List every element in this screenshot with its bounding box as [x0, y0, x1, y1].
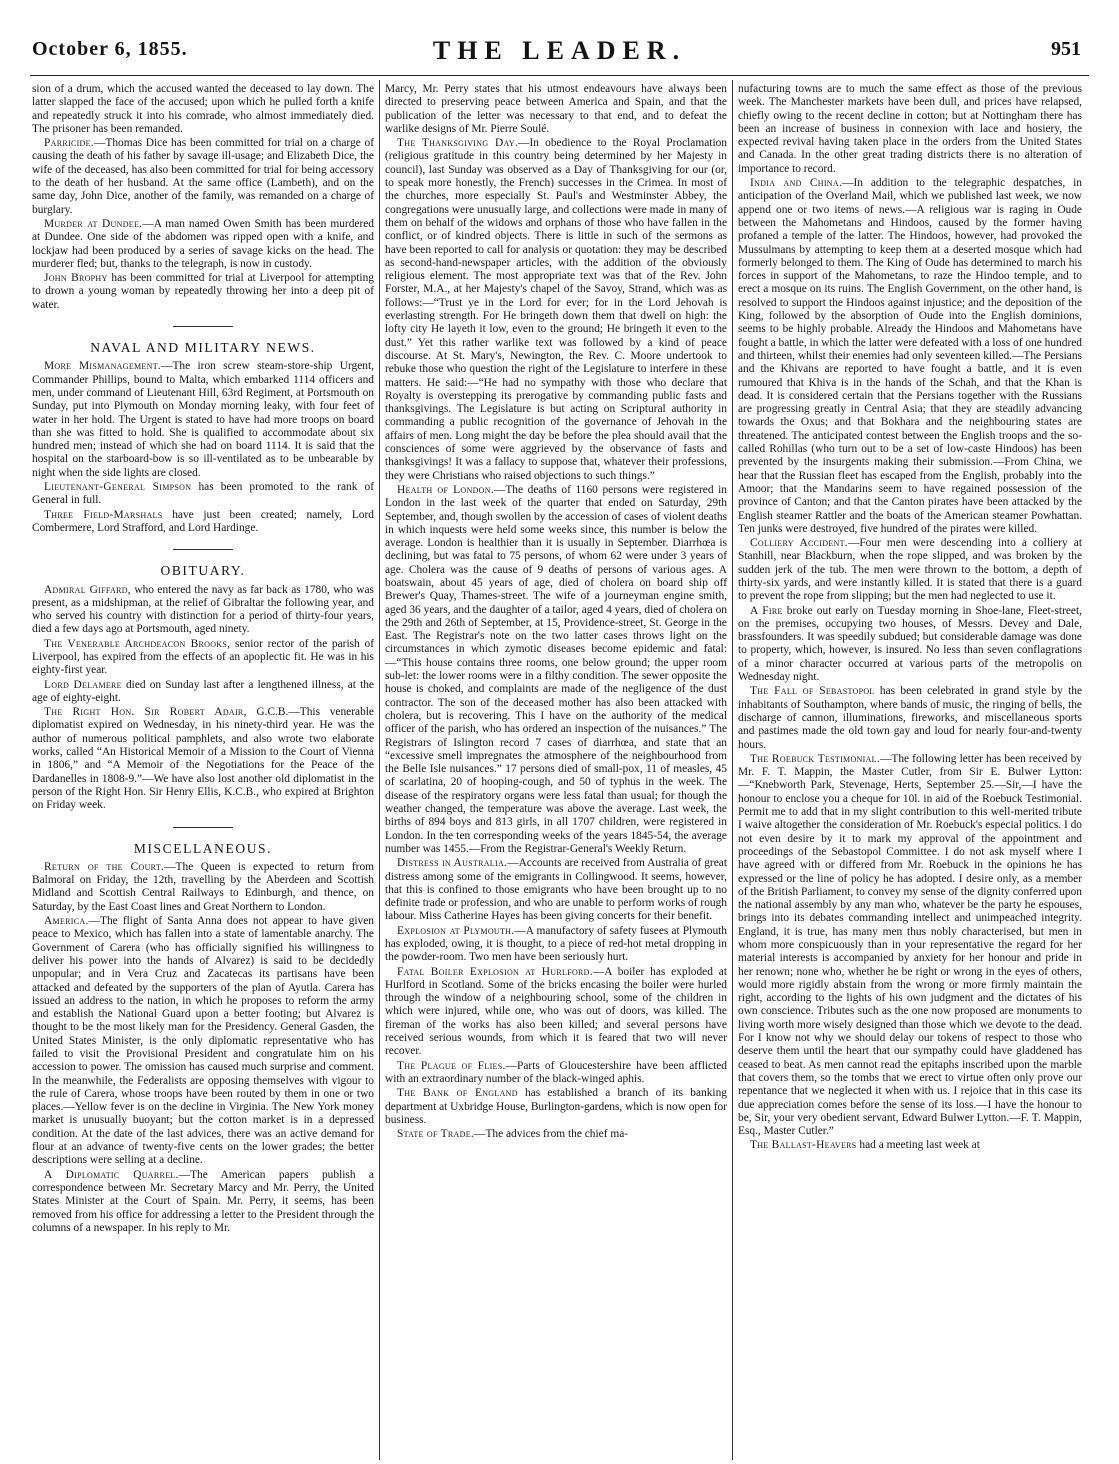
- article-text: broke out early on Tuesday morning in Shoe-lane, Fleet-street, on the premises, occupying two houses, of Messrs. Devey and Dale, brassfounders. It was speedily subdued; but considerable damage was done to property, which, however, is insured. No less than seven conflagrations of a minor character occurred at various parts of the metropolis on Wednesday night.: [738, 604, 1082, 684]
- article-paragraph: [738, 685, 1082, 751]
- article-text: —A man named Owen Smith has been murdered at Dundee. One side of the abdomen was ripped open with a knife, and lockjaw had been produced by a series of savage kicks on the head. The murderer fled; but, thanks to the telegraph, is now in custody.: [32, 217, 374, 270]
- article-paragraph: [385, 484, 727, 856]
- article-head: More Mismanagement.: [44, 360, 162, 373]
- article-paragraph: [738, 1139, 1082, 1152]
- article-text: —The Queen is expected to return from Balmoral on Friday, the 12th, travelling by the Aberdeen and Scottish Midland and Scottish Central Railways to Edinburgh, and thence, on Saturday, by the East Coast lines and Great Northern to London.: [32, 860, 374, 913]
- article-text: —Four men were descending into a colliery at Stanhill, near Blackburn, when the rope slipped, and was broken by the sudden jerk of the tub. The men were thrown to the bottom, a depth of thirty-six yards, and were instantly killed. It is stated that there is a guard to prevent the rope from slipping; but the men had neglected to use it.: [738, 537, 1082, 603]
- article-head: A Diplomatic Quarrel.: [44, 1168, 179, 1181]
- article-text: —Thomas Dice has been committed for trial on a charge of causing the death of his father by savage ill-usage; and Elizabeth Dice, the wife of the deceased, has also been committed for trial for being accessory to the death of her husband. At the same office (Lambeth), and on the same day, John Dice, another of the family, was remanded on a charge of burglary.: [32, 137, 374, 216]
- article-head: Parricide.: [44, 137, 94, 150]
- article-text: has established a branch of its banking department at Uxbridge House, Burlington-gardens, which is now open for business.: [385, 1087, 727, 1126]
- article-text: have just been created; namely, Lord Combermere, Lord Strafford, and Lord Hardinge.: [32, 508, 374, 534]
- article-head: Three Field-Marshals: [44, 508, 163, 521]
- article-text: —Accounts are received from Australia of great distress among some of the emigrants in Collingwood. It seems, however, that this is confined to those emigrants who have been brought up to no definite trade or profession, and who are unable to perform works of rough labour. Miss Catherine Hayes has been giving concerts for their benefit.: [385, 857, 727, 923]
- article-paragraph: [32, 679, 374, 706]
- article-paragraph: [738, 753, 1082, 1139]
- article-paragraph: [32, 218, 374, 271]
- article-head: The Thanksgiving Day.: [397, 137, 519, 150]
- column-divider: [732, 80, 733, 1460]
- article-paragraph: Marcy, Mr. Perry states that his utmost endeavours have always been directed to preserving peace between America and Spain, and that the publication of the letter was necessary to that end, and to defeat the warlike designs of Mr. Pierre Soulé.: [385, 83, 727, 135]
- article-paragraph: [32, 706, 374, 812]
- article-head: The Roebuck Testimonial.: [750, 752, 880, 765]
- article-text: had a meeting last week at: [856, 1139, 980, 1152]
- section-heading: NAVAL AND MILITARY NEWS.: [90, 340, 316, 356]
- article-head: A Fire: [750, 604, 783, 617]
- article-paragraph: [32, 509, 374, 536]
- article-text: has been committed for trial at Liverpool for attempting to drown a young woman by repeatedly throwing her into a deep pit of water.: [32, 272, 374, 311]
- article-list: [32, 584, 374, 813]
- article-head: America.: [44, 915, 89, 928]
- column-2: [385, 83, 727, 1453]
- article-paragraph: [385, 925, 727, 965]
- article-text: —The following letter has been received by Mr. F. T. Mappin, the Master Cutler, from Sir E. Bulwer Lytton:—“Knebworth Park, Stevenage, Herts, September 25.—Sir,—I have the honour to enclose you a cheque for 10l. in aid of the Roebuck Testimonial. Permit me to add that in my slight contribution to this well-merited tribute I waive altogether the consideration of Mr. Roebuck's especial politics. I do not even desire by it to mark my approval of the appointment and proceedings of the Sebastopol Committee. I do not ask myself where I have agreed with or differed from Mr. Roebuck in the opinions he has expressed or the line of policy he has adopted. I desire only, as a member of the British Parliament, to convey my sense of the dignity conferred upon the national assembly by any man who, whatever be the party he espouses, brings into its debates commanding intellect and unimpeached integrity. England, it is true, has many men thus nobly characterised, but men in whom more conspicuously than in your representative the regard for her material interests is accompanied by anxiety for her honour and pride in her renown; none who, whether he be right or wrong in the eyes of others, would more rigidly abstain from the wrong or more firmly maintain the right, according to the lights of his own judgment and the dictates of his own conscience. Tributes such as the one now proposed are monuments to living worth more wisely designed than those which we devote to the dead. For I know not why we should delay our tokens of respect to those who deserve them until the heart that our sympathy could have gladdened has ceased to beat. As men cannot read the epitaphs inscribed upon the marble that covers them, so the tombs that we erect to virtue often only prove our repentance that we neglected it when with us. I rejoice that in this case its due appreciation comes before the sense of its loss.—I have the honour to be, Sir, your very obedient servant, Edward Bulwer Lytton.—F. T. Mappin, Esq., Master Cutler.”: [738, 752, 1082, 1138]
- article-text: G.C.B.—This venerable diplomatist expired on Wednesday, in his ninety-third year. He was the author of numerous political pamphlets, and also wrote two elaborate works, called “An Historical Memoir of a Mission to the Court of Vienna in 1806,” and “A Memoir of the Negotiations for the Peace of the Dardanelles in 1808-9.”—We have also lost another old diplomatist in the person of the Right Hon. Sir Henry Ellis, K.C.B., who expired at Brighton on Friday week.: [32, 706, 374, 812]
- article-head: State of Trade.: [397, 1128, 475, 1141]
- article-head: The Bank of England: [397, 1087, 518, 1100]
- article-paragraph: [32, 137, 374, 217]
- article-text: died on Sunday last after a lengthened illness, at the age of eighty-eight.: [32, 678, 374, 704]
- article-paragraph: [738, 605, 1082, 685]
- article-text: —Parts of Gloucestershire have been afflicted with an extraordinary number of the black-winged aphis.: [385, 1059, 727, 1085]
- article-paragraph: [385, 857, 727, 923]
- article-text: —The advices from the chief ma-: [474, 1128, 629, 1141]
- column-1: [32, 83, 374, 1453]
- article-paragraph: [385, 1060, 727, 1087]
- article-text: senior rector of the parish of Liverpool, has expired from the effects of an apoplectic fit. He was in his eighty-first year.: [32, 637, 374, 677]
- article-paragraph: [385, 966, 727, 1059]
- article-paragraph: [32, 272, 374, 312]
- article-head: Lord Delamere: [44, 678, 122, 691]
- article-paragraph: [738, 537, 1082, 603]
- page-number: 951: [1051, 38, 1081, 60]
- article-text: —The American papers publish a correspondence between Mr. Secretary Marcy and Mr. Perry, the United States Minister at the Court of Spain. Mr. Perry, it seems, has been removed from his office for addressing a letter to the President through the columns of a newspaper. In his reply to Mr.: [32, 1168, 374, 1234]
- article-text: who entered the navy as far back as 1780, who was present, as a midshipman, at the relief of Gibraltar the following year, and who served his country with distinction for a period of thirty-four years, died a few days ago at Portsmouth, aged ninety.: [32, 583, 374, 636]
- article-head: Admiral Giffard,: [44, 583, 131, 596]
- article-head: The Right Hon. Sir Robert Adair,: [44, 706, 247, 719]
- article-paragraph: [385, 137, 727, 483]
- article-text: —A boiler has exploded at Hurlford in Scotland. Some of the bricks encasing the boiler were hurled through the window of a neighbouring school, some of the children in which were injured, while one, who was out of doors, was killed. The fireman of the works has also been killed; and several persons have received serious wounds, from which it is feared that two will never recover.: [385, 965, 727, 1058]
- article-head: The Fall of Sebastopol: [750, 685, 875, 698]
- article-head: India and China.: [750, 177, 843, 190]
- article-list: [32, 137, 374, 312]
- article-list: [738, 177, 1082, 1153]
- article-list: [32, 861, 374, 1235]
- section-rule: [173, 326, 233, 327]
- article-text: —A manufactory of safety fusees at Plymouth has exploded, owing, it is thought, to a piece of red-hot metal dropping in the powder-room. Two men have been seriously hurt.: [385, 924, 727, 964]
- article-head: Distress in Australia.: [397, 857, 508, 870]
- article-head: The Plague of Flies.: [397, 1059, 506, 1072]
- article-head: Fatal Boiler Explosion at Hurlford.: [397, 965, 593, 978]
- article-paragraph: [385, 1087, 727, 1127]
- article-head: Colliery Accident.: [750, 537, 848, 550]
- article-paragraph: [32, 481, 374, 508]
- article-head: The Venerable Archdeacon Brooks,: [44, 637, 231, 650]
- article-paragraph: [32, 584, 374, 637]
- section-heading: MISCELLANEOUS.: [133, 840, 273, 856]
- article-head: Explosion at Plymouth.: [397, 924, 515, 937]
- article-head: Lieutenant-General Simpson: [44, 481, 192, 494]
- newspaper-title: THE LEADER.: [432, 36, 687, 65]
- issue-date: October 6, 1855.: [32, 38, 188, 60]
- article-head: Health of London.: [397, 483, 494, 496]
- article-text: —The iron screw steam-store-ship Urgent, Commander Phillips, bound to Malta, which embarked 1114 officers and men, under command of Lieutenant Hill, 63rd Regiment, at Portsmouth on Sunday, put into Plymouth on Monday morning leaky, with four feet of water in her hold. The Urgent is stated to have had more troops on board than she was fitted to hold. She is qualified to accommodate about six hundred men; instead of which she had on board 1114. It is said that the hospital on the starboard-bow is so ill-ventilated as to be unbearable by night when the side lights are closed.: [32, 360, 374, 479]
- article-list: [32, 360, 374, 535]
- article-paragraph: [738, 177, 1082, 536]
- article-head: Return of the Court.: [44, 860, 165, 873]
- article-paragraph: nufacturing towns are to much the same effect as those of the previous week. The Manchester markets have been dull, and prices have relapsed, chiefly owing to the recent decline in cotton; but at Nottingham there has been an increase of business in connexion with lace and hosiery, the expected revival having taken place in the orders from the United States and Canada. In the other great trading districts there is no alteration of importance to record.: [738, 83, 1082, 175]
- article-text: —The deaths of 1160 persons were registered in London in the last week of the quarter that ended on Saturday, 29th September, and, though swollen by the accession of cases of violent deaths in which inquests were held some weeks since, this number is below the average. London is healthier than it is usually in September. Diarrhœa is declining, but was fatal to 75 persons, of whom 62 were under 3 years of age. Cholera was the cause of 9 deaths of persons of various ages. A boatswain, about 45 years of age, died of cholera on board ship off Brewer's Quay, Thames-street. The wife of a journeyman engine smith, aged 36 years, and the daughter of a tailor, aged 4 years, died of cholera on the 29th and 26th of September, at 15, Providence-street, St. George in the East. The Registrar's note on the two latter cases throws light on the circumstances in which zymotic diseases become epidemic and fatal:—“This house contains three rooms, one below ground; the upper room sub-let: the lower rooms were in a filthy condition. The sewer opposite the house is choked, and complaints are made of the negligence of the dust contractor. The son of the deceased mother has also been attacked with cholera, but is recovering. This I have on the authority of the medical officer of the parish, who has ordered an inspection of the nuisances.” The Registrars of Islington record 7 cases of diarrhœa, and state that an “excessive smell impregnates the atmosphere of the neighbourhood from the Belle Isle nuisances.” 17 persons died of small-pox, 11 of measles, 45 of scarlatina, 20 of hooping-cough, and 50 of typhus in the week. The disease of the respiratory organs were less fatal than usual; for though the weather changed, the temperature was above the average. Last week, the births of 894 boys and 813 girls, in all 1707 children, were registered in London. In the ten corresponding weeks of the years 1845-54, the average number was 1455.—From the Registrar-General's Weekly Return.: [385, 483, 727, 855]
- article-text: has been celebrated in grand style by the inhabitants of Southampton, where bands of music, the ringing of bells, the discharge of cannon, illuminations, fireworks, and miscellaneous sports and pastimes made the old town gay and loud for nearly four-and-twenty hours.: [738, 685, 1082, 751]
- article-head: The Ballast-Heavers: [750, 1139, 857, 1152]
- article-paragraph: [32, 360, 374, 480]
- column-divider: [379, 80, 380, 1460]
- section-heading: OBITUARY.: [160, 563, 246, 579]
- article-paragraph: sion of a drum, which the accused wanted the deceased to lay down. The latter slapped the face of the accused; upon which he pulled forth a knife and repeatedly struck it into his comrade, who almost immediately died. The prisoner has been remanded.: [32, 83, 374, 135]
- article-text: —In obedience to the Royal Proclamation (religious gratitude in this country being determined by her Majesty in council), last Sunday was observed as a Day of Thanksgiving for our (or, to speak more honestly, the French) successes in the Crimea. In most of the churches, more especially St. Paul's and Westminster Abbey, the congregations were unusually large, and collections were made in many of them on behalf of the widows and orphans of those who have fallen in the conflict, or of kindred objects. There is little in such of the sermons as have been reported to call for analysis or quotation: they may be described as second-hand-newspaper articles, with the addition of the obviously religious element. The most appropriate text was that of the Rev. John Forster, M.A., at her Majesty's chapel of the Savoy, Strand, which was as follows:—“Trust ye in the Lord for ever; for in the Lord Jehovah is everlasting strength. For He bringeth down them that dwell on high: the lofty city He layeth it low, even to the ground; He bringeth it even to the dust.” Yet this rather warlike text was followed by a kind of peace discourse. At St. Mary's, Newington, the Rev. C. Moore undertook to rebuke those who question the right of the Legislature to interfere in these matters. He said:—“He had no sympathy with those who declare that Royalty is overstepping its prerogative by commanding public fasts and thanksgivings. The Legislature is but acting on Scriptural authority in commanding a public recognition of the governance of Jehovah in the affairs of men. Long might the day be before the plea should avail that the consciences of some were aggrieved by the observance of fasts and thanksgivings! It was a fallacy to suppose that, whatever their professions, they were Christians who raised objections to such things.”: [385, 137, 727, 482]
- section-rule: [173, 827, 233, 828]
- article-paragraph: [32, 1169, 374, 1235]
- article-text: —The flight of Santa Anna does not appear to have given peace to Mexico, which has fallen into a state of lamentable anarchy. The Government of Carera (who has officially signified his willingness to deliver his power into the hands of Alvarez) is said to be decidedly unpopular; and in Vera Cruz and Zacatecas its partisans have been attacked and defeated by the supporters of the plan of Ayutla. Carera has issued an address to the nation, in which he proposes to reform the army and establish the National Guard upon a better footing; but Alvarez is thought to be the most likely man for the Presidency. General Gasden, the United States Minister, is the only diplomatic representative who has failed to visit the Provisional President and congratulate him on his accession to power. The omission has caused much surprise and comment. In the meanwhile, the Federalists are opposing themselves with vigour to the rule of Carera, whose troops have been routed by them in one or two places.—Yellow fever is on the decline in Virginia. The New York money market is unusually buoyant; but the cotton market is in a depressed condition. At the date of the last advices, there was an active demand for flour at an advance of twenty-five cents on the lower grades; the better descriptions were selling at a decline.: [32, 915, 374, 1167]
- article-text: —In addition to the telegraphic despatches, in anticipation of the Overland Mail, which we published last week, we now append one or two items of news.—A religious war is raging in Oude between the Mahometans and Hindoos, caused by the former having profaned a temple of the latter. The Hindoos, however, had provoked the Mussulmans by attempting to keep them at a deserted mosque which had formerly belonged to them. The King of Oude has determined to march his forces in support of the Mahometans, to raze the Hindoo temple, and to erect a mosque on its ruins. The English Government, on the other hand, is resolved to support the Hindoos against injustice; and the deposition of the King, followed by the absorption of Oude into the English dominions, seems to be highly probable. Already the Hindoos and Mahometans have fought a battle, in which the latter were defeated with a loss of one hundred and thirteen, whilst their enemies had only seventeen killed.—The Persians and the Khivans are reported to have fought a battle, and it is even rumoured that Khiva is in the hands of the Schah, and that the Khan is dead. It is considered certain that the Persians together with the Russians are progressing greatly in Central Asia; that they are steadily advancing towards the Oxus; and that Bokhara and the neighbouring states are threatened. The anticipated contest between the English troops and the so-called Rohillas (who turn out to be a set of low-caste Hindoos) has been prevented by the insurgents making their submission.—From China, we hear that the Russian fleet has escaped from the English, probably into the Amoor; that the Mandarins seem to have regained possession of the province of Canton; and that the Canton pirates have been attacked by the English steamer Rattler and the boats of the American steamer Powhattan. Ten junks were destroyed, five hundred of the pirates were killed.: [738, 177, 1082, 535]
- masthead-rule: [30, 75, 1089, 76]
- article-head: John Brophy: [44, 272, 108, 285]
- column-3: [738, 83, 1082, 1453]
- article-paragraph: [32, 638, 374, 678]
- article-head: Murder at Dundee.: [44, 217, 143, 230]
- article-text: has been promoted to the rank of General in full.: [32, 481, 374, 507]
- article-paragraph: [32, 915, 374, 1168]
- article-paragraph: [385, 1128, 727, 1141]
- article-list: [385, 137, 727, 1141]
- section-rule: [173, 549, 233, 550]
- article-paragraph: [32, 861, 374, 914]
- masthead: [0, 0, 1119, 78]
